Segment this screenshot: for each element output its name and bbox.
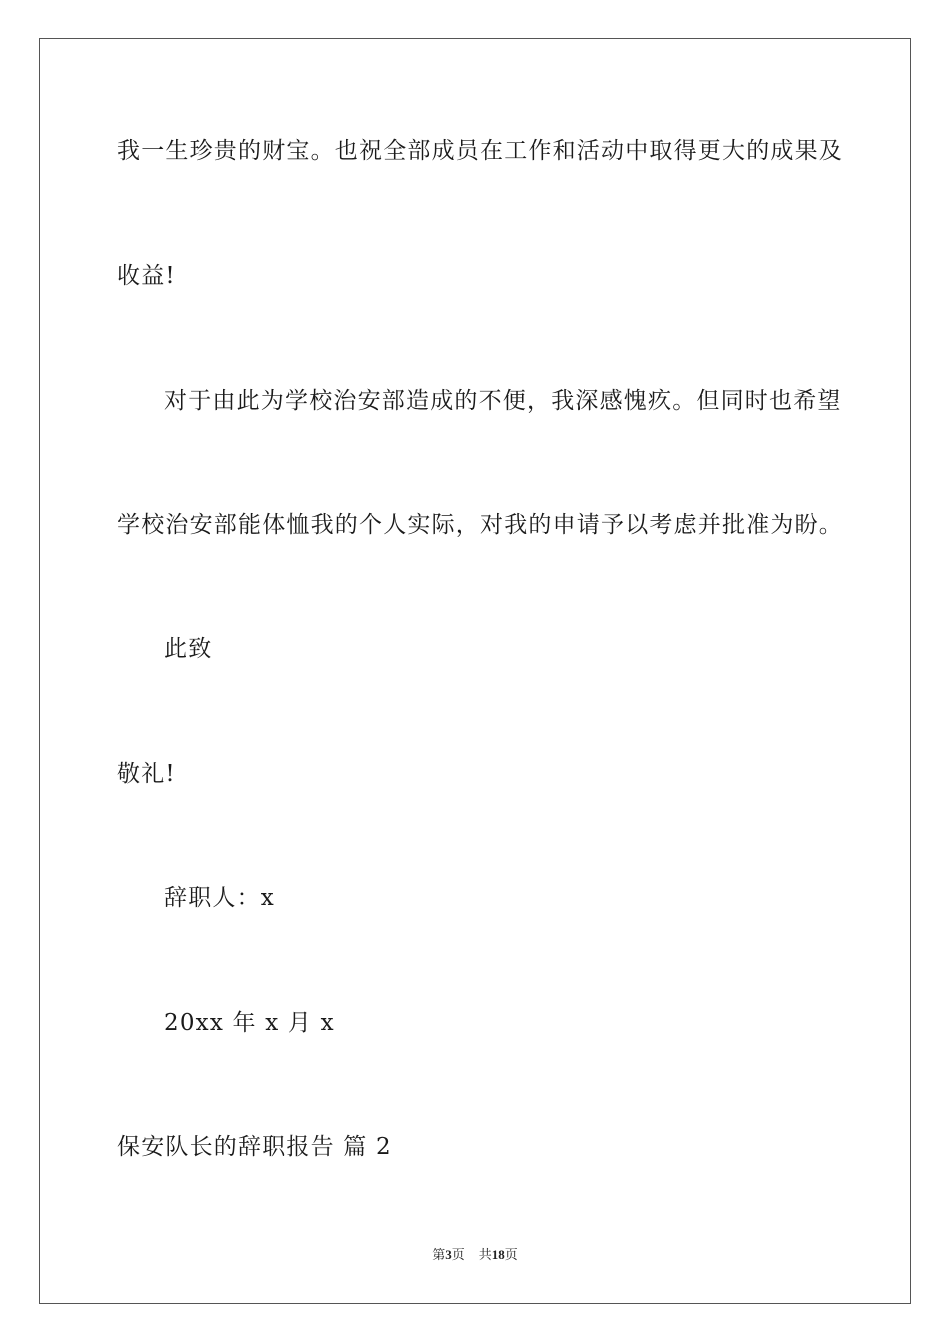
footer-total-pages: 18 — [491, 1247, 505, 1262]
page-border — [39, 38, 911, 1304]
closing-line: 敬礼! — [117, 761, 176, 787]
page-footer — [0, 1246, 950, 1264]
footer-page-suffix: 页 — [451, 1247, 465, 1262]
footer-total-prefix: 共 — [478, 1247, 492, 1262]
body-text-line-2: 收益! — [117, 263, 176, 289]
footer-total-suffix: 页 — [504, 1247, 518, 1262]
footer-page-current: 3 — [445, 1247, 452, 1262]
section-heading: 保安队长的辞职报告 篇 2 — [117, 1134, 392, 1160]
body-text-line-4: 学校治安部能体恤我的个人实际，对我的申请予以考虑并批准为盼。 — [117, 512, 843, 538]
body-text-line-1: 我一生珍贵的财宝。也祝全部成员在工作和活动中取得更大的成果及 — [117, 138, 843, 164]
footer-page-prefix: 第 — [432, 1247, 446, 1262]
salutation-line: 此致 — [164, 636, 213, 662]
signature-line: 辞职人：x — [164, 885, 275, 911]
body-text-line-3: 对于由此为学校治安部造成的不便，我深感愧疚。但同时也希望 — [164, 388, 842, 414]
date-line: 20xx 年 x 月 x — [164, 1010, 335, 1036]
